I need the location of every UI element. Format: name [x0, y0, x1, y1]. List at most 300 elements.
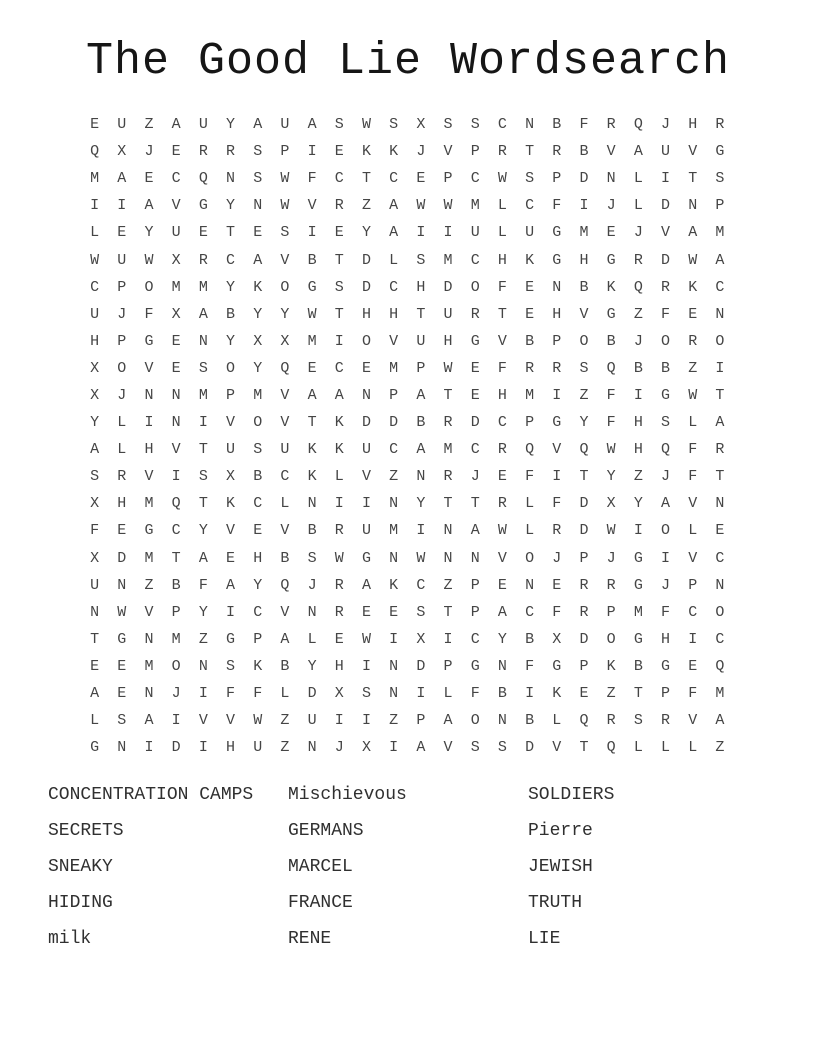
grid-letter: S	[715, 170, 725, 188]
grid-letter: R	[443, 468, 453, 486]
grid-letter: I	[633, 522, 643, 540]
grid-letter: H	[633, 441, 643, 459]
grid-letter: T	[198, 495, 208, 513]
grid-letter: E	[171, 332, 181, 350]
grid-letter: X	[90, 549, 100, 567]
grid-letter: I	[661, 549, 671, 567]
grid-letter: H	[144, 441, 154, 459]
grid-letter: N	[470, 549, 480, 567]
grid-letter: I	[633, 386, 643, 404]
grid-letter: A	[307, 116, 317, 134]
grid-letter: K	[334, 414, 344, 432]
grid-letter: Y	[253, 576, 263, 594]
grid-letter: U	[280, 116, 290, 134]
grid-letter: K	[606, 657, 616, 675]
grid-letter: Z	[144, 576, 154, 594]
grid-letter: P	[715, 197, 725, 215]
grid-letter: W	[144, 251, 154, 269]
grid-letter: F	[307, 170, 317, 188]
grid-letter: R	[497, 143, 507, 161]
grid-letter: B	[525, 712, 535, 730]
grid-letter: A	[171, 116, 181, 134]
grid-letter: K	[552, 685, 562, 703]
grid-letter: Y	[280, 305, 290, 323]
grid-letter: R	[552, 143, 562, 161]
word-list-item: GERMANS	[288, 821, 364, 841]
grid-letter: A	[90, 441, 100, 459]
grid-letter: T	[334, 251, 344, 269]
grid-letter: S	[661, 414, 671, 432]
grid-letter: K	[307, 441, 317, 459]
grid-letter: I	[144, 414, 154, 432]
grid-letter: U	[280, 441, 290, 459]
grid-letter: M	[715, 685, 725, 703]
grid-letter: N	[389, 657, 399, 675]
grid-letter: J	[661, 116, 671, 134]
grid-letter: R	[470, 305, 480, 323]
grid-letter: T	[416, 305, 426, 323]
grid-letter: L	[117, 441, 127, 459]
grid-letter: A	[280, 630, 290, 648]
grid-letter: O	[361, 332, 371, 350]
grid-letter: G	[552, 657, 562, 675]
grid-letter: P	[117, 278, 127, 296]
grid-letter: S	[117, 712, 127, 730]
grid-letter: M	[198, 278, 208, 296]
grid-letter: V	[226, 522, 236, 540]
grid-letter: R	[579, 576, 589, 594]
grid-letter: I	[226, 603, 236, 621]
grid-letter: T	[90, 630, 100, 648]
grid-letter: M	[144, 495, 154, 513]
grid-letter: H	[579, 251, 589, 269]
grid-letter: Y	[579, 414, 589, 432]
grid-letter: D	[416, 657, 426, 675]
grid-letter: F	[552, 603, 562, 621]
grid-letter: V	[144, 603, 154, 621]
grid-letter: M	[144, 549, 154, 567]
grid-letter: I	[334, 712, 344, 730]
grid-letter: Q	[280, 359, 290, 377]
grid-letter: J	[117, 305, 127, 323]
grid-letter: W	[307, 305, 317, 323]
grid-letter: L	[633, 197, 643, 215]
grid-letter: Z	[144, 116, 154, 134]
grid-letter: O	[715, 332, 725, 350]
grid-letter: P	[688, 576, 698, 594]
grid-letter: O	[226, 359, 236, 377]
grid-letter: E	[117, 224, 127, 242]
grid-letter: V	[280, 522, 290, 540]
grid-letter: V	[688, 495, 698, 513]
grid-letter: I	[307, 143, 317, 161]
grid-letter: N	[307, 603, 317, 621]
grid-letter: V	[171, 441, 181, 459]
grid-letter: Y	[226, 278, 236, 296]
grid-letter: D	[361, 278, 371, 296]
grid-letter: I	[117, 197, 127, 215]
grid-letter: X	[171, 251, 181, 269]
grid-letter: G	[144, 522, 154, 540]
grid-letter: Q	[579, 441, 589, 459]
grid-letter: X	[280, 332, 290, 350]
grid-letter: L	[443, 685, 453, 703]
grid-letter: Z	[633, 305, 643, 323]
grid-letter: T	[470, 495, 480, 513]
grid-letter: D	[661, 197, 671, 215]
grid-letter: N	[443, 522, 453, 540]
grid-letter: N	[715, 305, 725, 323]
grid-letter: B	[579, 278, 589, 296]
grid-letter: B	[497, 685, 507, 703]
grid-letter: U	[525, 224, 535, 242]
grid-letter: O	[579, 332, 589, 350]
grid-letter: H	[117, 495, 127, 513]
grid-letter: F	[688, 685, 698, 703]
grid-letter: A	[416, 739, 426, 757]
grid-letter: J	[334, 739, 344, 757]
grid-letter: E	[253, 224, 263, 242]
grid-letter: G	[633, 576, 643, 594]
grid-letter: X	[253, 332, 263, 350]
grid-letter: F	[606, 386, 616, 404]
grid-letter: Z	[443, 576, 453, 594]
grid-letter: W	[606, 522, 616, 540]
grid-letter: V	[606, 143, 616, 161]
grid-letter: O	[470, 278, 480, 296]
grid-letter: I	[715, 359, 725, 377]
grid-letter: C	[497, 116, 507, 134]
grid-letter: V	[226, 712, 236, 730]
grid-letter: S	[497, 739, 507, 757]
grid-letter: U	[226, 441, 236, 459]
grid-letter: V	[579, 305, 589, 323]
grid-letter: Z	[688, 359, 698, 377]
grid-letter: C	[416, 576, 426, 594]
grid-letter: Q	[171, 495, 181, 513]
grid-letter: C	[715, 630, 725, 648]
grid-letter: V	[497, 332, 507, 350]
grid-letter: O	[525, 549, 535, 567]
grid-letter: C	[280, 468, 290, 486]
grid-letter: Z	[715, 739, 725, 757]
grid-letter: M	[579, 224, 589, 242]
grid-letter: E	[416, 170, 426, 188]
grid-letter: X	[90, 386, 100, 404]
grid-letter: L	[117, 414, 127, 432]
grid-letter: I	[171, 712, 181, 730]
grid-letter: I	[552, 386, 562, 404]
grid-letter: S	[443, 116, 453, 134]
grid-letter: F	[688, 441, 698, 459]
word-list-item: CONCENTRATION CAMPS	[48, 785, 254, 805]
grid-letter: D	[579, 630, 589, 648]
grid-letter: Y	[633, 495, 643, 513]
word-list-item: Mischievous	[288, 785, 407, 805]
grid-letter: T	[443, 495, 453, 513]
grid-letter: A	[389, 197, 399, 215]
grid-letter: U	[307, 712, 317, 730]
grid-letter: P	[552, 332, 562, 350]
grid-letter: L	[552, 712, 562, 730]
grid-letter: C	[470, 251, 480, 269]
grid-letter: A	[226, 576, 236, 594]
word-list-item: SOLDIERS	[528, 785, 615, 805]
grid-letter: I	[198, 685, 208, 703]
grid-letter: C	[470, 170, 480, 188]
grid-letter: E	[198, 224, 208, 242]
grid-letter: U	[171, 224, 181, 242]
grid-letter: N	[171, 386, 181, 404]
grid-letter: A	[389, 224, 399, 242]
grid-letter: Y	[90, 414, 100, 432]
grid-letter: C	[715, 549, 725, 567]
grid-letter: F	[470, 685, 480, 703]
grid-letter: P	[443, 170, 453, 188]
grid-letter: C	[226, 251, 236, 269]
grid-letter: G	[117, 630, 127, 648]
grid-letter: L	[633, 739, 643, 757]
grid-letter: N	[443, 549, 453, 567]
grid-letter: R	[334, 197, 344, 215]
grid-letter: G	[552, 251, 562, 269]
grid-letter: E	[90, 657, 100, 675]
grid-letter: U	[90, 305, 100, 323]
grid-letter: Z	[198, 630, 208, 648]
grid-letter: E	[144, 170, 154, 188]
word-list-item: JEWISH	[528, 857, 593, 877]
grid-letter: V	[688, 143, 698, 161]
grid-letter: M	[253, 386, 263, 404]
grid-letter: I	[307, 224, 317, 242]
grid-letter: B	[307, 522, 317, 540]
grid-letter: A	[334, 386, 344, 404]
grid-letter: K	[307, 468, 317, 486]
grid-letter: E	[606, 224, 616, 242]
grid-letter: O	[171, 657, 181, 675]
grid-letter: R	[198, 143, 208, 161]
grid-letter: V	[144, 468, 154, 486]
grid-letter: O	[606, 630, 616, 648]
grid-letter: N	[361, 386, 371, 404]
grid-letter: X	[606, 495, 616, 513]
grid-letter: W	[253, 712, 263, 730]
grid-letter: H	[361, 305, 371, 323]
grid-letter: E	[253, 522, 263, 540]
grid-letter: P	[443, 657, 453, 675]
grid-letter: M	[198, 386, 208, 404]
grid-letter: Q	[525, 441, 535, 459]
grid-letter: S	[470, 116, 480, 134]
grid-letter: P	[661, 685, 671, 703]
grid-letter: C	[90, 278, 100, 296]
grid-letter: E	[334, 630, 344, 648]
grid-letter: S	[253, 143, 263, 161]
grid-letter: J	[606, 549, 616, 567]
grid-letter: T	[633, 685, 643, 703]
grid-letter: L	[497, 224, 507, 242]
grid-letter: P	[416, 359, 426, 377]
grid-letter: E	[470, 386, 480, 404]
grid-letter: O	[117, 359, 127, 377]
grid-letter: V	[280, 251, 290, 269]
grid-letter: P	[470, 603, 480, 621]
grid-letter: S	[307, 549, 317, 567]
grid-letter: S	[579, 359, 589, 377]
grid-letter: F	[144, 305, 154, 323]
grid-letter: L	[389, 251, 399, 269]
grid-letter: V	[226, 414, 236, 432]
grid-letter: R	[606, 116, 616, 134]
grid-letter: R	[198, 251, 208, 269]
grid-letter: S	[253, 170, 263, 188]
grid-letter: J	[307, 576, 317, 594]
grid-letter: O	[253, 414, 263, 432]
grid-letter: C	[525, 603, 535, 621]
grid-letter: A	[715, 251, 725, 269]
grid-letter: E	[117, 657, 127, 675]
grid-letter: Q	[280, 576, 290, 594]
grid-letter: G	[552, 224, 562, 242]
grid-letter: V	[552, 739, 562, 757]
grid-letter: A	[198, 305, 208, 323]
grid-letter: Q	[661, 441, 671, 459]
grid-letter: C	[334, 170, 344, 188]
grid-letter: P	[470, 143, 480, 161]
grid-letter: T	[198, 441, 208, 459]
grid-letter: K	[688, 278, 698, 296]
grid-letter: O	[144, 278, 154, 296]
grid-letter: E	[334, 224, 344, 242]
grid-letter: J	[117, 386, 127, 404]
grid-letter: K	[606, 278, 616, 296]
grid-letter: E	[497, 468, 507, 486]
grid-letter: V	[552, 441, 562, 459]
grid-letter: Y	[307, 657, 317, 675]
grid-letter: N	[715, 576, 725, 594]
grid-letter: Y	[144, 224, 154, 242]
grid-letter: K	[525, 251, 535, 269]
grid-letter: U	[443, 305, 453, 323]
grid-letter: S	[198, 468, 208, 486]
grid-letter: C	[470, 441, 480, 459]
grid-letter: C	[171, 170, 181, 188]
grid-letter: K	[389, 576, 399, 594]
grid-letter: X	[117, 143, 127, 161]
grid-letter: R	[497, 441, 507, 459]
grid-letter: A	[307, 386, 317, 404]
grid-letter: Y	[253, 359, 263, 377]
grid-letter: A	[361, 576, 371, 594]
grid-letter: A	[715, 712, 725, 730]
grid-letter: Q	[606, 359, 616, 377]
word-list-item: Pierre	[528, 821, 593, 841]
grid-letter: F	[253, 685, 263, 703]
grid-letter: T	[579, 468, 589, 486]
grid-letter: Q	[198, 170, 208, 188]
grid-letter: S	[334, 116, 344, 134]
grid-letter: B	[579, 143, 589, 161]
grid-letter: F	[552, 197, 562, 215]
grid-letter: H	[90, 332, 100, 350]
grid-letter: W	[416, 549, 426, 567]
grid-letter: R	[443, 414, 453, 432]
grid-letter: N	[117, 576, 127, 594]
grid-letter: E	[171, 143, 181, 161]
grid-letter: N	[552, 278, 562, 296]
grid-letter: V	[280, 414, 290, 432]
grid-letter: L	[525, 522, 535, 540]
grid-letter: R	[715, 441, 725, 459]
grid-letter: V	[688, 549, 698, 567]
grid-letter: J	[661, 468, 671, 486]
grid-letter: W	[443, 197, 453, 215]
grid-letter: O	[280, 278, 290, 296]
grid-letter: P	[579, 657, 589, 675]
grid-letter: O	[715, 603, 725, 621]
wordsearch-grid	[81, 111, 734, 761]
grid-letter: S	[470, 739, 480, 757]
grid-letter: A	[688, 224, 698, 242]
grid-letter: S	[226, 657, 236, 675]
grid-letter: R	[334, 522, 344, 540]
grid-letter: I	[90, 197, 100, 215]
grid-letter: G	[361, 549, 371, 567]
grid-letter: N	[606, 170, 616, 188]
grid-letter: L	[688, 739, 698, 757]
grid-letter: N	[226, 170, 236, 188]
grid-letter: U	[117, 116, 127, 134]
grid-letter: R	[525, 359, 535, 377]
grid-letter: T	[579, 739, 589, 757]
grid-letter: O	[661, 522, 671, 540]
grid-letter: Y	[361, 224, 371, 242]
grid-letter: J	[606, 197, 616, 215]
grid-letter: F	[497, 278, 507, 296]
grid-letter: M	[443, 441, 453, 459]
grid-letter: W	[688, 386, 698, 404]
grid-letter: S	[90, 468, 100, 486]
grid-letter: J	[144, 143, 154, 161]
grid-letter: Q	[715, 657, 725, 675]
grid-letter: J	[171, 685, 181, 703]
grid-letter: G	[470, 332, 480, 350]
grid-letter: T	[334, 305, 344, 323]
grid-letter: T	[226, 224, 236, 242]
grid-letter: L	[90, 712, 100, 730]
grid-letter: P	[525, 414, 535, 432]
grid-letter: Z	[389, 712, 399, 730]
grid-letter: W	[443, 359, 453, 377]
grid-letter: A	[90, 685, 100, 703]
grid-letter: M	[90, 170, 100, 188]
grid-letter: U	[361, 441, 371, 459]
grid-letter: J	[416, 143, 426, 161]
grid-letter: R	[688, 332, 698, 350]
grid-letter: X	[90, 495, 100, 513]
grid-letter: X	[334, 685, 344, 703]
grid-letter: U	[470, 224, 480, 242]
grid-letter: B	[633, 657, 643, 675]
grid-letter: S	[633, 712, 643, 730]
grid-letter: E	[525, 305, 535, 323]
grid-letter: I	[198, 414, 208, 432]
grid-letter: N	[144, 630, 154, 648]
grid-letter: X	[416, 116, 426, 134]
grid-letter: Y	[497, 630, 507, 648]
grid-letter: I	[144, 739, 154, 757]
grid-letter: W	[361, 116, 371, 134]
